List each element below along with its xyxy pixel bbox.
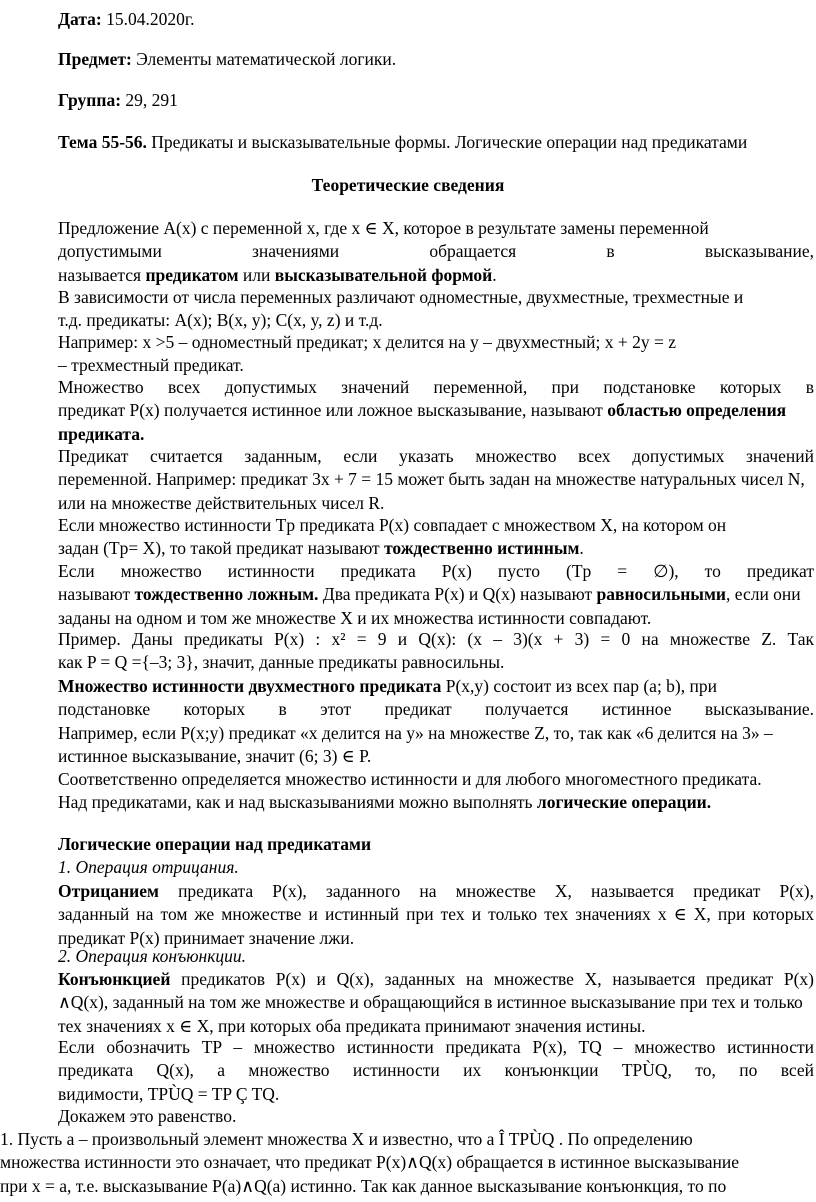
text-line: В зависимости от числа переменных различают одноместные, двухместные, трехместные и — [58, 287, 744, 307]
paragraph-proof — [0, 1128, 814, 1198]
text-line: Если множество истинности Tp предиката P(x) совпадает с множеством X, на котором он — [58, 515, 727, 535]
text-line: Если множество истинности предиката P(x) пусто (Tp = ∅), то предикат — [58, 561, 814, 581]
paragraph-multi-place — [58, 768, 814, 815]
text-line: Например, если P(x;y) предикат «x делится на y» на множестве Z, то, так как «6 делится на 3» – — [58, 722, 773, 743]
text-line — [58, 264, 814, 287]
text-line: переменной. Например: предикат 3x + 7 = 15 может быть задан на множестве натуральных чисел N, — [58, 469, 805, 490]
text-line: Соответственно определяется множество истинности и для любого многоместного предиката. — [58, 769, 762, 789]
paragraph-truth-set-conjunction — [58, 1036, 814, 1106]
paragraph-given-predicate — [58, 445, 814, 515]
text-line: заданный на том же множестве и истинный при тех и только тех значениях x ∈ X, при которых — [58, 904, 814, 925]
text-span: задан (Tp= X), то такой предикат называют — [58, 538, 385, 559]
text-line: Множество всех допустимых значений переменной, при подстановке которых в — [58, 377, 814, 397]
text-line: предикат P(x) принимает значение лжи. — [58, 927, 355, 948]
text-span: или — [238, 264, 275, 285]
paragraph-identically-true — [58, 514, 814, 561]
text-line: заданы на одном и том же множестве X и их множества истинности совпадают. — [58, 607, 652, 628]
subject-label: Предмет: — [58, 49, 132, 69]
text-line: предиката Q(x), а множество истинности их конъюнкции TPÙQ, то, по всей — [58, 1060, 814, 1081]
term-identically-false: тождественно ложным. — [134, 584, 319, 605]
text-line — [58, 675, 814, 698]
text-line: Предикат считается заданным, если указать множество всех допустимых значений — [58, 446, 814, 466]
term-truth-set-two-place: Множество истинности двухместного предиката — [58, 676, 442, 696]
text-line — [58, 791, 814, 814]
group-label: Группа: — [58, 90, 122, 110]
topic-value: Предикаты и высказывательные формы. Логические операции над предикатами — [151, 132, 748, 152]
term-predicate: предикатом — [145, 264, 239, 285]
text-span: называют — [58, 584, 135, 605]
subject-line — [58, 48, 396, 70]
text-span: Два предиката P(x) и Q(x) называют — [318, 584, 597, 605]
group-value: 29, 291 — [125, 90, 178, 110]
text-line — [58, 583, 814, 606]
date-line — [58, 8, 194, 30]
op2-title: 2. Операция конъюнкции. — [58, 946, 247, 966]
paragraph-example-equivalent — [58, 628, 814, 675]
paragraph-examples — [58, 331, 814, 378]
term-logical-operations: логические операции. — [536, 792, 712, 813]
proof-title: Докажем это равенство. — [58, 1106, 237, 1126]
section-title-theory: Теоретические сведения — [311, 175, 505, 195]
text-span: Над предикатами, как и над высказываниями можно выполнять — [58, 792, 537, 813]
text-span: . — [579, 538, 584, 559]
text-line: предиката. — [58, 423, 145, 444]
term-identically-true: тождественно истинным — [384, 538, 580, 559]
text-line — [58, 537, 814, 560]
text-line: видимости, TPÙQ = TP Ç TQ. — [58, 1083, 280, 1104]
text-span: предиката P(x), заданного на множестве X, называется предикат P(x), — [158, 881, 814, 901]
term-negation: Отрицанием — [58, 881, 159, 901]
text-line: множества истинности это означает, что предикат P(x)∧Q(x) обращается в истинное высказывание — [0, 1152, 740, 1173]
text-span: предикат P(x) получается истинное или ложное высказывание, называют — [58, 400, 608, 421]
text-line — [58, 880, 814, 903]
date-label: Дата: — [58, 9, 102, 29]
subject-value: Элементы математической логики. — [136, 49, 397, 69]
topic-label: Тема 55-56. — [58, 132, 147, 152]
term-propositional-form: высказывательной формой — [274, 264, 493, 285]
text-line — [58, 968, 814, 991]
op1-title: 1. Операция отрицания. — [58, 857, 239, 877]
text-line: Предложение A(x) с переменной x, где x ∈ X, которое в результате замены переменной — [58, 218, 709, 238]
topic-line — [58, 131, 747, 153]
text-line: истинное высказывание, значит (6; 3) ∈ P. — [58, 746, 372, 767]
paragraph-arity — [58, 286, 814, 333]
term-domain: областью определения — [607, 400, 787, 421]
text-line: Пример. Даны предикаты P(x) : x² = 9 и Q(x): (x – 3)(x + 3) = 0 на множестве Z. Так — [58, 629, 814, 649]
text-span: предикатов P(x) и Q(x), заданных на множестве X, называется предикат P(x) — [170, 969, 814, 989]
text-line: тех значениях x ∈ X, при которых оба предиката принимают значения истины. — [58, 1015, 646, 1036]
group-line — [58, 89, 178, 111]
term-conjunction: Конъюнкцией — [58, 969, 171, 989]
text-span: . — [492, 264, 497, 285]
text-span: , если они — [725, 584, 801, 605]
text-line: подстановке которых в этот предикат получается истинное высказывание. — [58, 699, 814, 720]
paragraph-truth-set-two-place — [58, 675, 814, 769]
text-line: – трехместный предикат. — [58, 355, 244, 376]
text-line: Если обозначить TP – множество истинности предиката P(x), TQ – множество истинности — [58, 1037, 814, 1057]
text-line: 1. Пусть a – произвольный элемент множества X и известно, что a Î TPÙQ . По определению — [0, 1129, 693, 1149]
paragraph-predicate-definition — [58, 217, 814, 287]
text-line: т.д. предикаты: A(x); B(x, y); C(x, y, z) и т.д. — [58, 310, 383, 331]
paragraph-domain — [58, 376, 814, 446]
date-value: 15.04.2020г. — [106, 9, 195, 29]
text-line: допустимыми значениями обращается в высказывание, — [58, 241, 814, 262]
text-line: при x = a, т.е. высказывание P(a)∧Q(a) истинно. Так как данное высказывание конъюнкция, то по — [0, 1175, 727, 1196]
paragraph-conjunction — [58, 968, 814, 1038]
paragraph-negation — [58, 880, 814, 950]
paragraph-identically-false — [58, 560, 814, 630]
text-line: ∧Q(x), заданный на том же множестве и обращающийся в истинное высказывание при тех и только — [58, 992, 803, 1013]
text-line: как P = Q ={–3; 3}, значит, данные предикаты равносильны. — [58, 652, 505, 673]
term-equivalent: равносильными — [596, 584, 726, 605]
section-title-operations: Логические операции над предикатами — [58, 834, 372, 854]
text-line — [58, 399, 814, 422]
text-line: или на множестве действительных чисел R. — [58, 492, 385, 513]
text-span: P(x,y) состоит из всех пар (a; b), при — [441, 676, 717, 696]
text-span: называется — [58, 264, 146, 285]
text-line: Например: x >5 – одноместный предикат; x делится на y – двухместный; x + 2y = z — [58, 332, 677, 352]
